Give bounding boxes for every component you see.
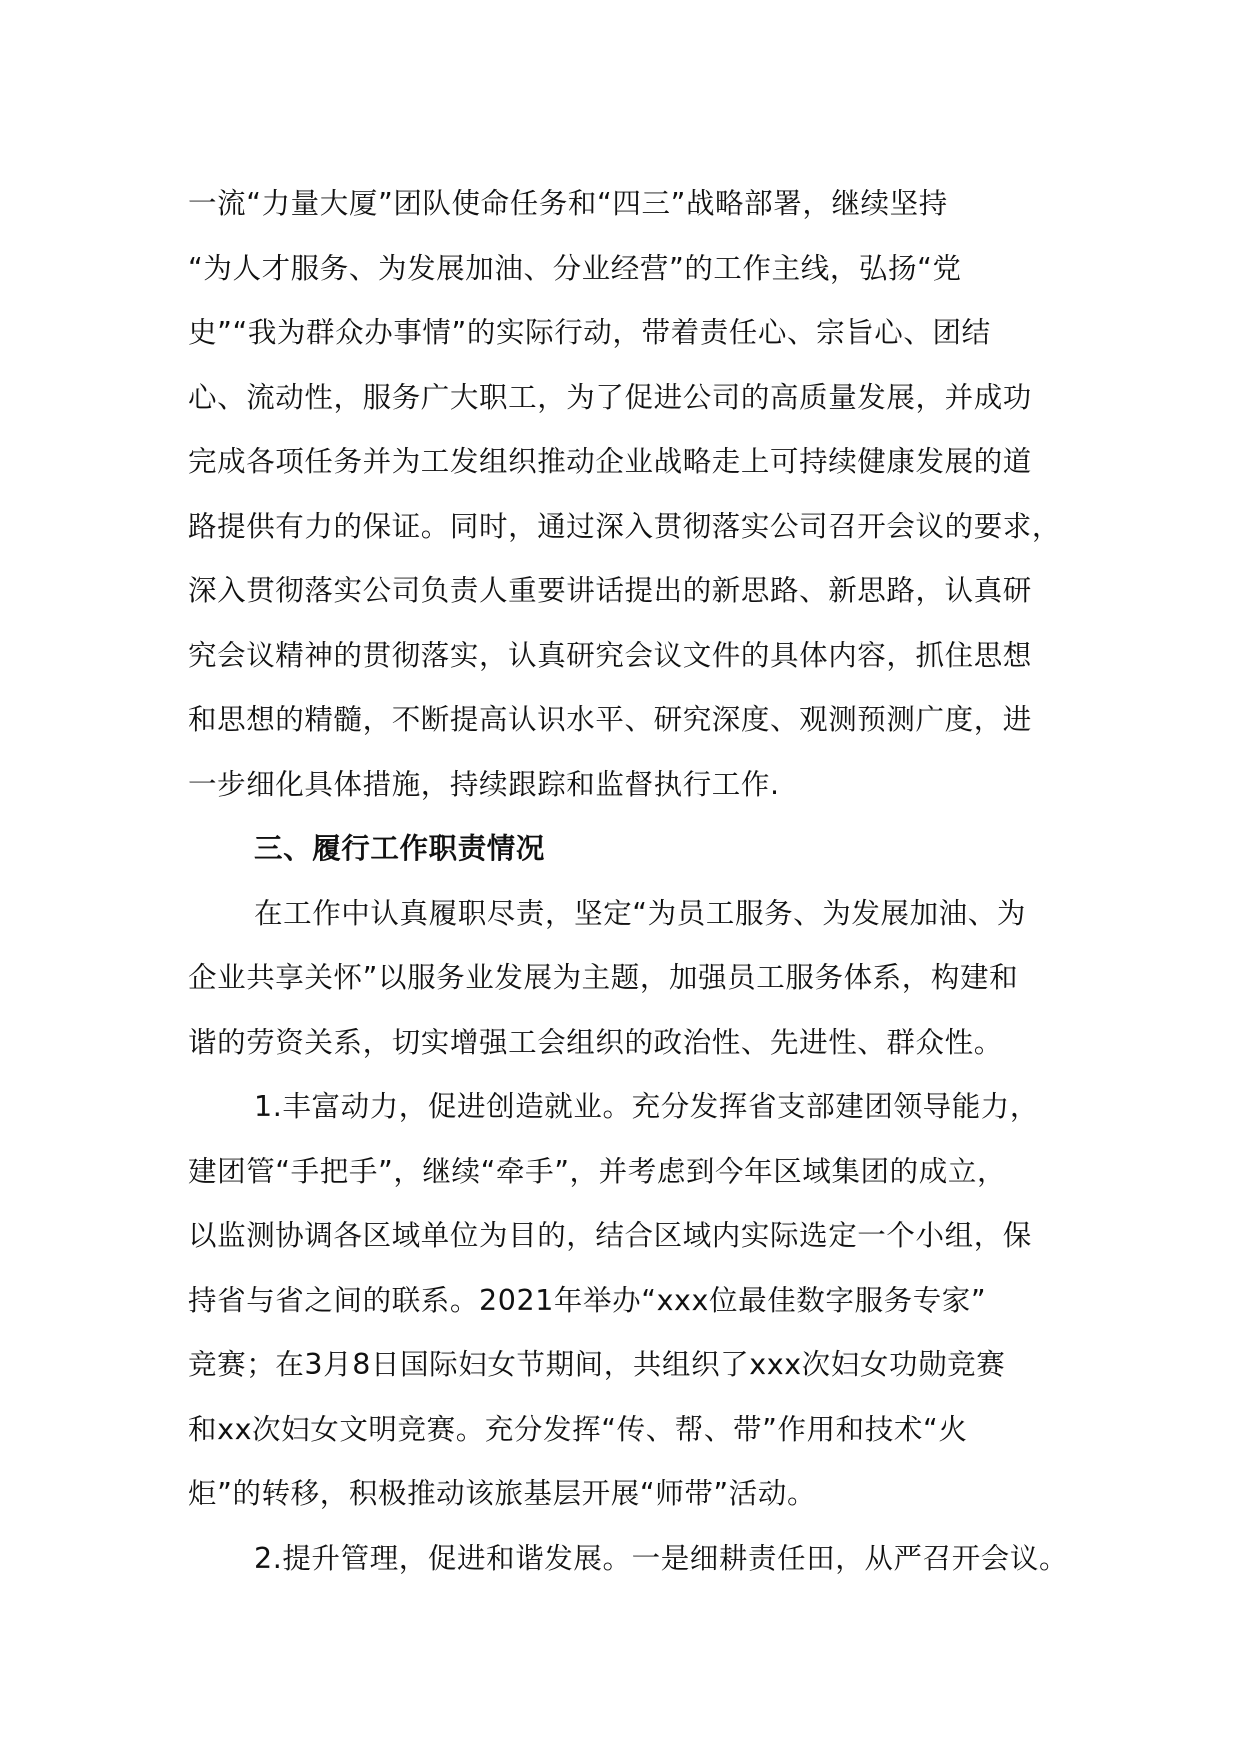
paragraph-line: 1.丰富动力，促进创造就业。充分发挥省支部建团领导能力，	[254, 1090, 1039, 1123]
paragraph-line: 和思想的精髓，不断提高认识水平、研究深度、观测预测广度，进	[188, 703, 1032, 736]
paragraph-line: 路提供有力的保证。同时，通过深入贯彻落实公司召开会议的要求，	[188, 509, 1062, 543]
paragraph-line: 究会议精神的贯彻落实，认真研究会议文件的具体内容，抓住思想	[188, 638, 1032, 672]
document-body	[188, 172, 1088, 1591]
paragraph-line: 竞赛；在3月8日国际妇女节期间，共组织了xxx次妇女功勋竞赛	[188, 1348, 1006, 1381]
paragraph-line: 以监测协调各区域单位为目的，结合区域内实际选定一个小组，保	[188, 1219, 1032, 1252]
paragraph-line: 一步细化具体措施，持续跟踪和监督执行工作.	[188, 767, 780, 801]
paragraph-line: 深入贯彻落实公司负责人重要讲话提出的新思路、新思路，认真研	[188, 574, 1032, 607]
paragraph-line: 2.提升管理，促进和谐发展。一是细耕责任田，从严召开会议。	[254, 1541, 1069, 1575]
paragraph-line: 炬”的转移，积极推动该旅基层开展“师带”活动。	[188, 1477, 817, 1510]
paragraph-line: 建团管“手把手”，继续“牵手”，并考虑到今年区域集团的成立，	[188, 1154, 1007, 1188]
paragraph-line: 持省与省之间的联系。2021年举办“xxx位最佳数字服务专家”	[188, 1283, 987, 1317]
paragraph-line: 和xx次妇女文明竞赛。充分发挥“传、帮、带”作用和技术“火	[188, 1412, 968, 1446]
paragraph-line: 谐的劳资关系，切实增强工会组织的政治性、先进性、群众性。	[188, 1025, 1003, 1059]
paragraph-line: 企业共享关怀”以服务业发展为主题，加强员工服务体系，构建和	[188, 961, 1019, 994]
paragraph-line: “为人才服务、为发展加油、分业经营”的工作主线，弘扬“党	[188, 251, 962, 285]
paragraph-line: 完成各项任务并为工发组织推动企业战略走上可持续健康发展的道	[188, 445, 1032, 478]
paragraph-line: 心、流动性，服务广大职工，为了促进公司的高质量发展，并成功	[188, 380, 1032, 414]
section-heading: 三、履行工作职责情况	[254, 832, 546, 865]
paragraph-line: 在工作中认真履职尽责，坚定“为员工服务、为发展加油、为	[254, 896, 1026, 930]
paragraph-line: 史”“我为群众办事情”的实际行动，带着责任心、宗旨心、团结	[188, 316, 991, 349]
paragraph-line: 一流“力量大厦”团队使命任务和“四三”战略部署，继续坚持	[188, 187, 948, 220]
